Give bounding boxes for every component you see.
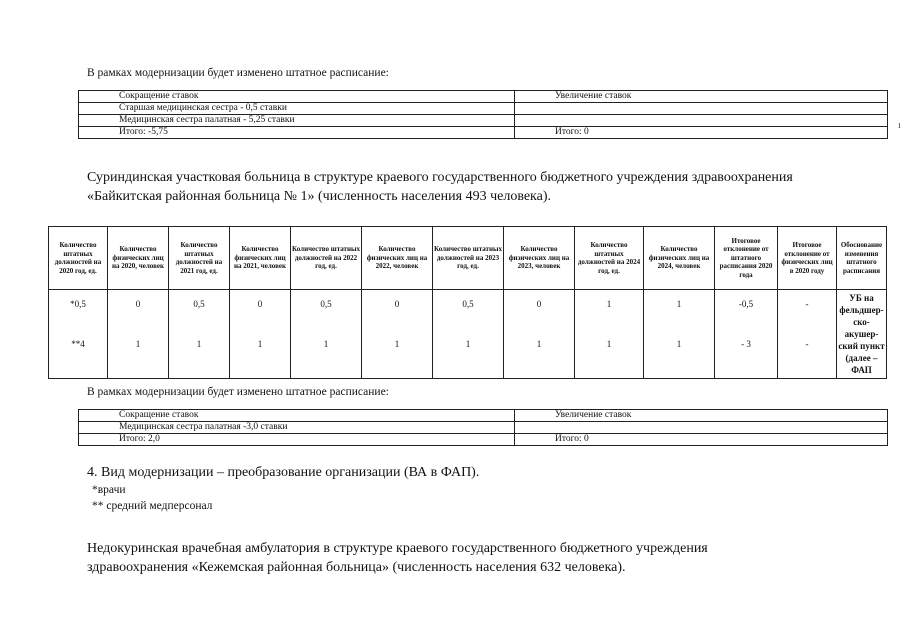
footnote-doctors: *врачи	[92, 484, 126, 496]
reduction-header: Сокращение ставок	[79, 410, 515, 422]
block1-intro: В рамках модернизации будет изменено штатное расписание:	[87, 67, 389, 79]
table-cell: 1 1	[575, 290, 644, 379]
reduction-row: Медицинская сестра палатная -3,0 ставки	[79, 422, 515, 434]
table-header-row	[49, 227, 887, 290]
increase-total: Итого: 0	[515, 434, 888, 446]
increase-row	[515, 103, 888, 115]
col-header: Обоснование изменения штатного расписания	[837, 227, 887, 290]
justification-cell: УБ на фельдшер-ско-акушер-ский пункт (далее – ФАП	[837, 290, 887, 379]
table-cell: 0,5 1	[291, 290, 362, 379]
col-header: Итоговое отклонение от штатного расписания 2020 года	[715, 227, 778, 290]
table-row	[49, 290, 887, 379]
col-header: Количество физических лиц на 2023, человек	[504, 227, 575, 290]
col-header: Количество физических лиц на 2020, человек	[108, 227, 169, 290]
table-cell: 0 1	[504, 290, 575, 379]
col-header: Итоговое отклонение от физических лиц в 2020 году	[778, 227, 837, 290]
col-header: Количество штатных должностей на 2021 год, ед.	[169, 227, 230, 290]
table-cell: 1 1	[644, 290, 715, 379]
col-header: Количество штатных должностей на 2022 год, ед.	[291, 227, 362, 290]
staff-change-table-2	[78, 409, 888, 446]
table-cell: -0,5 - 3	[715, 290, 778, 379]
table-cell: - -	[778, 290, 837, 379]
col-header: Количество физических лиц на 2021, человек	[230, 227, 291, 290]
reduction-row: Старшая медицинская сестра - 0,5 ставки	[79, 103, 515, 115]
increase-header: Увеличение ставок	[515, 91, 888, 103]
reduction-row: Медицинская сестра палатная - 5,25 ставки	[79, 115, 515, 127]
footnote-nurses: ** средний медперсонал	[92, 500, 213, 512]
increase-row	[515, 115, 888, 127]
margin-mark: ı	[898, 120, 901, 131]
reduction-total: Итого: -5,75	[79, 127, 515, 139]
col-header: Количество штатных должностей на 2020 год, ед.	[49, 227, 108, 290]
hospital-title-line1: Суриндинская участковая больница в структуре краевого государственного бюджетного учреждения здравоохранения	[87, 170, 793, 185]
col-header: Количество штатных должностей на 2023 год, ед.	[433, 227, 504, 290]
ambulatory-line1: Недокуринская врачебная амбулатория в структуре краевого государственного бюджетного учреждения	[87, 541, 708, 556]
hospital-title-line2: «Байкитская районная больница № 1» (численность населения 493 человека).	[87, 189, 552, 204]
modernization-type: 4. Вид модернизации – преобразование организации (ВА в ФАП).	[87, 465, 480, 480]
staff-change-table-1	[78, 90, 888, 139]
table-cell: 0 1	[230, 290, 291, 379]
col-header: Количество физических лиц на 2024, человек	[644, 227, 715, 290]
staff-plan-table	[48, 226, 887, 379]
block2-intro: В рамках модернизации будет изменено штатное расписание:	[87, 386, 389, 398]
col-header: Количество физических лиц на 2022, человек	[362, 227, 433, 290]
table-cell: 0 1	[362, 290, 433, 379]
table-cell: 0,5 1	[433, 290, 504, 379]
increase-total: Итого: 0	[515, 127, 888, 139]
increase-row	[515, 422, 888, 434]
reduction-header: Сокращение ставок	[79, 91, 515, 103]
reduction-total: Итого: 2,0	[79, 434, 515, 446]
increase-header: Увеличение ставок	[515, 410, 888, 422]
table-cell: 0 1	[108, 290, 169, 379]
col-header: Количество штатных должностей на 2024 год, ед.	[575, 227, 644, 290]
table-cell: 0,5 1	[169, 290, 230, 379]
ambulatory-line2: здравоохранения «Кежемская районная больница» (численность населения 632 человека).	[87, 560, 626, 575]
table-cell: *0,5 **4	[49, 290, 108, 379]
